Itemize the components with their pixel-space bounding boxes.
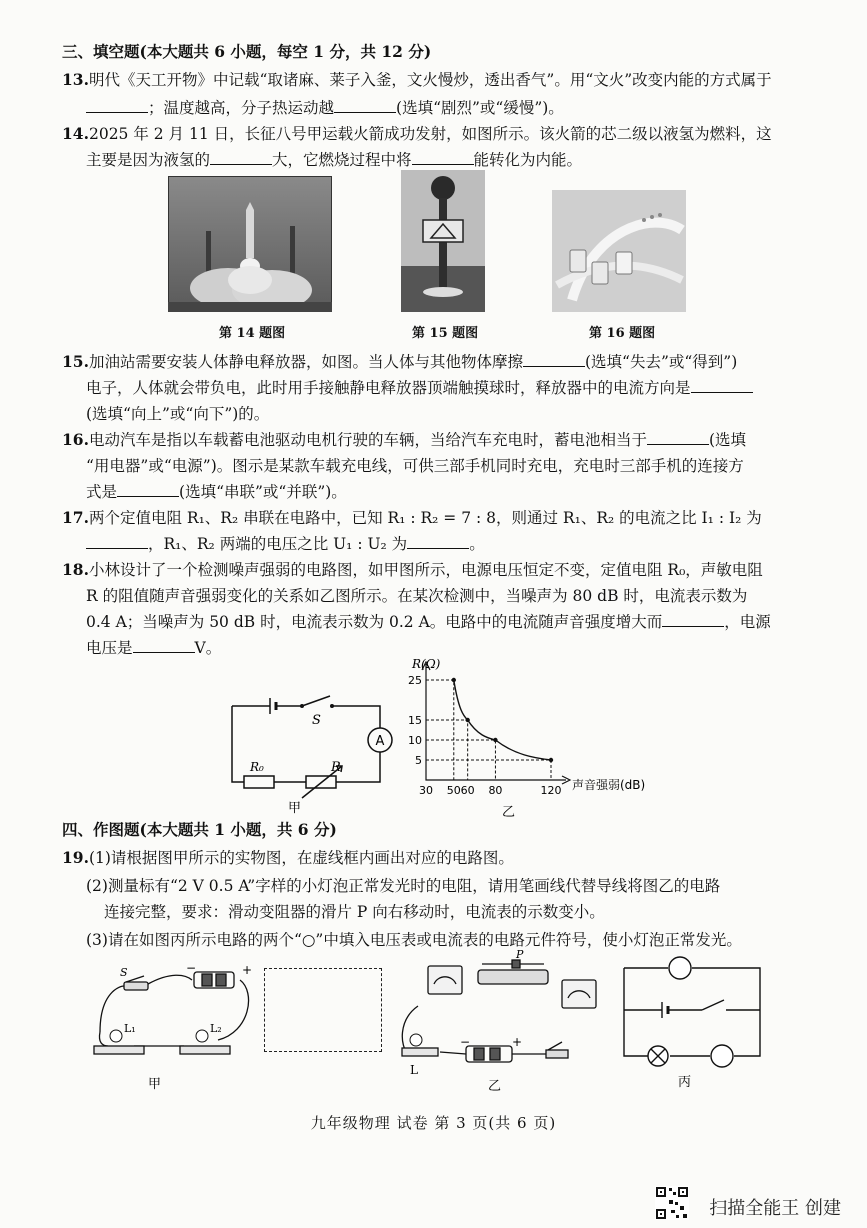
lamp2-bulb: [196, 1030, 208, 1042]
yi-minus-label: −: [460, 1035, 471, 1049]
q13-text1: 明代《天工开物》中记载“取诸麻、莱子入釜，文火慢炒，透出香气”。用“文火”改变内能的方式属于: [88, 71, 772, 89]
q15-line1: [62, 352, 737, 372]
q17-text3: 。: [469, 535, 485, 553]
jia-l2-label: L₂: [210, 1022, 222, 1035]
meter-slot-top: [669, 957, 691, 979]
lamp2-base: [180, 1046, 230, 1054]
section-3-title: 三、填空题(本大题共 6 小题，每空 1 分，共 12 分): [62, 42, 432, 61]
q17-line2: [86, 534, 485, 554]
q13-number: 13.: [62, 70, 89, 89]
q16-line3: [86, 482, 347, 502]
r0-resistor-box: [244, 776, 274, 788]
answer-blank[interactable]: [210, 150, 272, 165]
fig14-caption: 第 14 题图: [219, 326, 286, 341]
chart-data-point: [549, 758, 553, 762]
chart-x-tick-label: 120: [540, 784, 562, 797]
chart-x-label: 声音强弱(dB): [572, 778, 646, 792]
q19-line3: 连接完整，要求：滑动变阻器的滑片 P 向右移动时，电流表的示数变小。: [104, 903, 605, 921]
fig19-bing-label: 丙: [678, 1075, 692, 1090]
noise-circuit-diagram: [220, 686, 400, 816]
fig19-jia-real-circuit: [90, 962, 260, 1092]
fig19-yi-label: 乙: [488, 1079, 502, 1092]
q15-line3: (选填“向上”或“向下”)的。: [86, 405, 270, 423]
chart-x-tick-label: 80: [488, 784, 503, 797]
chart-guide-line: [426, 720, 468, 780]
chart-data-point: [452, 678, 456, 682]
rocket-launch-photo: [168, 176, 332, 312]
chart-y-tick-label: 15: [408, 714, 422, 727]
switch-yi: [546, 1050, 568, 1058]
answer-blank[interactable]: [133, 638, 195, 653]
fig19-yi-real-circuit: [396, 950, 606, 1092]
figure-yi-label: 乙: [502, 805, 516, 820]
q15-number: 15.: [62, 352, 89, 371]
lamp-base: [402, 1048, 438, 1056]
fig19-jia-label: 甲: [148, 1077, 162, 1092]
q14-text3: 大，它燃烧过程中将: [272, 151, 412, 169]
answer-blank[interactable]: [647, 430, 709, 445]
answer-blank[interactable]: [691, 378, 753, 393]
lamp-bulb-yi: [410, 1034, 422, 1046]
jia-l1-label: L₁: [124, 1022, 136, 1035]
answer-blank[interactable]: [523, 352, 585, 367]
switch-label: S: [312, 713, 321, 728]
chart-y-tick-label: 10: [408, 734, 422, 747]
q19-number: 19.: [62, 848, 89, 867]
fig15-caption: 第 15 题图: [412, 326, 479, 341]
answer-blank[interactable]: [407, 534, 469, 549]
meter-slot-bottom: [711, 1045, 733, 1067]
q14-line2: [86, 150, 582, 170]
q13-line1: [62, 70, 772, 90]
chart-data-point: [493, 738, 497, 742]
chart-x-tick-label: 30: [419, 784, 433, 797]
yi-p-label: P: [516, 950, 524, 961]
chart-guide-line: [426, 680, 454, 780]
page-footer: 九年级物理 试卷 第 3 页(共 6 页): [310, 1114, 557, 1132]
chart-guide-line: [426, 760, 551, 780]
q19-line2: (2)测量标有“2 V 0.5 A”字样的小灯泡正常发光时的电阻，请用笔画线代替导线将图乙的电路: [86, 877, 721, 895]
q17-line1: [62, 508, 762, 528]
rheostat-slider: [512, 960, 520, 968]
r-label: R: [331, 760, 341, 775]
q18-text1: 小林设计了一个检测噪声强弱的电路图，如甲图所示，电源电压恒定不变，定值电阻 R₀，声敏电阻: [88, 561, 763, 579]
q15-text3: 电子，人体就会带负电，此时用手接触静电释放器顶端触摸球时，释放器中的电流方向是: [86, 379, 691, 397]
q15-line2: [86, 378, 753, 398]
q17-text2: ，R₁、R₂ 两端的电压之比 U₁ : U₂ 为: [148, 535, 408, 553]
q18-number: 18.: [62, 560, 89, 579]
q17-text1: 两个定值电阻 R₁、R₂ 串联在电路中，已知 R₁ : R₂ = 7 : 8，则通过 R₁、R₂ 的电流之比 I₁ : I₂ 为: [88, 509, 762, 527]
chart-y-label: R(Ω): [412, 657, 441, 671]
answer-blank[interactable]: [334, 98, 396, 113]
switch-base: [124, 982, 148, 990]
circuit-drawing-box[interactable]: [264, 968, 382, 1052]
chart-x-tick-label: 50: [446, 784, 461, 797]
static-discharger-photo: [401, 170, 485, 312]
answer-blank[interactable]: [662, 612, 724, 627]
yi-l-label: L: [410, 1063, 418, 1077]
q16-text1: 电动汽车是指以车载蓄电池驱动电机行驶的车辆，当给汽车充电时，蓄电池相当于: [88, 431, 647, 449]
q18-text4: 电压是: [86, 639, 133, 657]
charging-cable-photo: [552, 190, 686, 312]
q16-text2: (选填: [708, 431, 747, 449]
q18-line3: [86, 612, 771, 632]
ammeter-label: A: [375, 734, 385, 749]
voltmeter-box: [428, 966, 462, 994]
jia-minus-label: −: [186, 962, 197, 975]
q14-number: 14.: [62, 124, 89, 143]
answer-blank[interactable]: [86, 534, 148, 549]
q16-text4: (选填“串联”或“并联”)。: [179, 483, 347, 501]
resistance-sound-chart: [406, 652, 666, 822]
q16-text3: 式是: [86, 483, 118, 501]
q18-text5: V。: [194, 639, 222, 657]
chart-axes-lines: [426, 664, 566, 780]
q16-line2: “用电器”或“电源”)。图示是某款车载充电线，可供三部手机同时充电，充电时三部手机的连接方: [86, 457, 744, 475]
battery-holder-yi: [466, 1046, 512, 1062]
rheostat-body: [478, 970, 548, 984]
jia-s-label: S: [120, 966, 128, 979]
q15-text2: (选填“失去”或“得到”): [584, 353, 738, 371]
ammeter-box: [562, 980, 596, 1008]
q18-text2: 0.4 A；当噪声为 50 dB 时，电流表示数为 0.2 A。电路中的电流随声音强度增大而: [86, 613, 663, 631]
q14-line1: [62, 124, 772, 144]
q14-text4: 能转化为内能。: [473, 151, 583, 169]
q18-line1: [62, 560, 763, 580]
figure-jia-label: 甲: [288, 801, 302, 816]
lamp1-base: [94, 1046, 144, 1054]
q19-line4: (3)请在如图丙所示电路的两个“○”中填入电压表或电流表的电路元件符号，使小灯泡正常发光。: [86, 931, 742, 949]
q19-part1: (1)请根据图甲所示的实物图，在虚线框内画出对应的电路图。: [88, 849, 514, 867]
q19-line1: [62, 848, 514, 868]
q14-text1: 2025 年 2 月 11 日，长征八号甲运载火箭成功发射，如图所示。该火箭的芯二级以液氢为燃料，这: [88, 125, 772, 143]
r0-label: R₀: [250, 760, 264, 774]
lamp1-bulb: [110, 1030, 122, 1042]
q15-text1: 加油站需要安装人体静电释放器，如图。当人体与其他物体摩擦: [88, 353, 523, 371]
chart-data-point: [465, 718, 469, 722]
q13-line2: [86, 98, 564, 118]
qr-code-icon: [655, 1186, 689, 1220]
battery-holder: [194, 972, 234, 988]
q13-text2: ；温度越高，分子热运动越: [148, 99, 335, 117]
switch-arm: [302, 696, 330, 706]
answer-blank[interactable]: [86, 98, 148, 113]
chart-y-tick-label: 5: [415, 754, 422, 767]
q17-number: 17.: [62, 508, 89, 527]
chart-y-tick-label: 25: [408, 674, 422, 687]
q18-line4: [86, 638, 221, 658]
q16-number: 16.: [62, 430, 89, 449]
q18-text3: ，电源: [724, 613, 771, 631]
answer-blank[interactable]: [412, 150, 474, 165]
q14-text2: 主要是因为液氢的: [86, 151, 211, 169]
q18-line2: R 的阻值随声音强弱变化的关系如乙图所示。在某次检测中，当噪声为 80 dB 时，电流表示数为: [86, 587, 748, 605]
section-4-title: 四、作图题(本大题共 1 小题，共 6 分): [62, 820, 337, 839]
fig16-caption: 第 16 题图: [589, 326, 656, 341]
q16-line1: [62, 430, 746, 450]
fig19-bing-circuit: [620, 952, 770, 1092]
q13-text3: (选填“剧烈”或“缓慢”)。: [396, 99, 564, 117]
answer-blank[interactable]: [117, 482, 179, 497]
chart-x-tick-label: 60: [460, 784, 475, 797]
yi-plus-label: +: [512, 1035, 523, 1049]
scanner-watermark: 扫描全能王 创建: [709, 1198, 841, 1219]
jia-plus-label: +: [242, 963, 253, 977]
